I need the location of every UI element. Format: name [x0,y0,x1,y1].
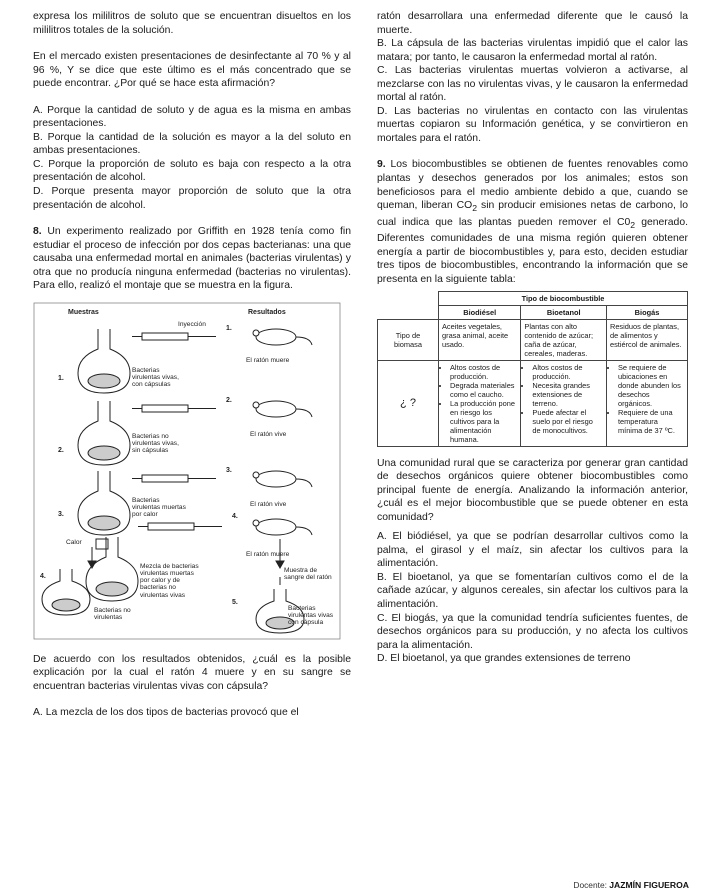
question-8-option-b: B. La cápsula de las bacterias virulentas impidió que el calor las matara; por tanto, le causaron la enfermedad mortal al ratón. [377,38,688,63]
question-7-option-c: C. Porque la proporción de soluto es baja con respecto a la otra presentación de alcohol. [33,158,351,184]
figure-calor: Calor [66,538,82,546]
question-9-number: 9. [377,159,386,171]
figure-num-4: 4. [40,572,46,580]
figure-s2: Bacterias no virulentas vivas, sin cápsulas [132,432,179,455]
table-cell: Residuos de plantas, de alimentos y estiércol de animales. [606,319,687,360]
figure-label-muestras: Muestras [68,308,99,316]
question-9-option-a: A. El biódiésel, ya que se podrían desarrollar cultivos como la palma, el girasol y el maíz, sin afectar los cultivos para la alimentación. [377,531,688,570]
question-8-ask: De acuerdo con los resultados obtenidos, ¿cuál es la posible explicación por la cual el ratón 4 muere y en su sangre se encuentran bacterias virulentas vivas con cápsula? [33,653,351,692]
question-7-option-a: A. Porque la cantidad de soluto y de agua es la misma en ambas presentaciones. [33,104,351,130]
figure-s5: Bacterias virulentas vivas con cápsula [288,604,334,627]
figure-r4: El ratón muere [246,550,290,558]
table-row-label: ¿ ? [378,360,439,446]
figure-s1: Bacterias virulentas vivas, con cápsulas [132,366,179,389]
table-title: Tipo de biocombustible [439,291,688,305]
figure-num-2-mouse: 2. [226,396,232,404]
right-column [377,10,688,666]
table-header-biogas: Biogás [606,305,687,319]
figure-s3: Bacterias virulentas muertas por calor [132,496,186,519]
question-8-option-a: A. La mezcla de los dos tipos de bacterias provocó que el [33,707,299,719]
table-row [378,360,688,446]
question-8-option-a-cont: ratón desarrollara una enfermedad diferente que le causó la muerte. [377,11,688,36]
table-row [378,319,688,360]
table-cell: Plantas con alto contenido de azúcar; caña de azúcar, cereales, maderas. [521,319,607,360]
figure-num-5: 5. [232,598,238,606]
figure-num-3-mouse: 3. [226,466,232,474]
question-7-option-b: B. Porque la cantidad de la solución es mayor a la del soluto en ambas presentaciones. [33,131,351,157]
figure-num-4-mouse: 4. [232,512,238,520]
figure-num-3: 3. [58,510,64,518]
table-cell: • Altos costos de producción. • Degrada materiales como el caucho. • La producción pone en riesgo los cultivos para la alimentación humana. [439,360,521,446]
figure-label-inyeccion: Inyección [178,320,206,328]
figure-s4f: Bacterias no virulentas [94,606,131,622]
question-8-number: 8. [33,226,42,238]
table-cell: • Altos costos de producción. • Necesita grandes extensiones de terreno. • Puede afectar el suelo por el riesgo de monocultivos. [521,360,607,446]
table-cell: • Se requiere de ubicaciones en donde abunden los desechos orgánicos. • Requiere de una temperatura mínima de 37 ºC. [606,360,687,446]
teacher-credit: Docente: JAZMÍN FIGUEROA [573,880,689,890]
question-9-option-d: D. El bioetanol, ya que grandes extensiones de terreno [377,653,631,665]
question-9-text: 9. Los biocombustibles se obtienen de fuentes renovables como plantas y desechos generados por los animales; estos son beneficiosos para el medio ambiente debido a que, cuando se queman, liberan $CO_2$ sin producir emisiones netas de carbono, lo cual indica que las plantas pueden remover el $C0_2$ generado. Diferentes comunidades de una misma región quieren obtener energía a partir de biocombustibles y, para esto, deciden estudiar tres tipos de biocombustibles, encontrando la información que se presenta en la siguiente tabla: [377,159,688,285]
intro-paragraph: expresa los mililitros de soluto que se encuentran disueltos en los mililitros totales de la solución. [33,11,351,36]
figure-r3: El ratón vive [250,500,287,508]
figure-label-resultados: Resultados [248,308,286,316]
question-9-option-c: C. El biogás, ya que la comunidad tendría suficientes fuentes, de desechos orgánicos para su producción, y no afecta los cultivos para la alimentación. [377,612,688,651]
question-9-prompt: Una comunidad rural que se caracteriza por generar gran cantidad de desechos orgánicos quiere obtener biocombustibles como principal fuente de energía. Analizando la información anterior, ¿cuál es el mejor biocombustible que se puede obtener en esta comunidad? [377,457,688,523]
question-7-option-d: D. Porque presenta mayor proporción de soluto que la otra presentación de alcohol. [33,186,351,211]
table-cell: Aceites vegetales, grasa animal, aceite usado. [439,319,521,360]
biofuel-table [377,291,688,447]
question-8-text [33,225,351,293]
question-8-option-c: C. Las bacterias virulentas muertas volvieron a activarse, al mezclarse con las no virulentas vivas, y le causaron la enfermedad mortal al ratón. [377,65,688,104]
figure-num-1: 1. [58,374,64,382]
figure-r1: El ratón muere [246,356,290,364]
figure-num-1-mouse: 1. [226,324,232,332]
figure-num-2: 2. [58,446,64,454]
figure-r2: El ratón vive [250,430,287,438]
question-8-option-d: D. Las bacterias no virulentas en contacto con las virulentas muertas copiaron su Información genética, y se convirtieron en mortales para el ratón. [377,105,688,144]
figure-blood: Muestra de sangre del ratón [284,566,332,582]
griffith-figure [28,301,348,643]
question-9-option-b: B. El bioetanol, ya que se fomentarían cultivos como el de la cañade azúcar, y algunos cereales, sin afectar los cultivos para la alimentación. [377,571,688,611]
question-8-body: Un experimento realizado por Griffith en 1928 tenía como fin estudiar el proceso de infección por dos cepas bacterianas: una que causaba una enfermedad mortal en animales (bacterias virulentas) y otra que no producía ninguna enfermedad (bacterias no virulentas). Para ello, realizó el montaje que se muestra en la figura. [33,226,352,292]
question-7-text: En el mercado existen presentaciones de desinfectante al 70 % y al 96 %, Y se dice que este último es el más concentrado que se puede encontrar. ¿Por qué se hace esta afirmación? [33,51,351,90]
figure-s4: Mezcla de bacterias virulentas muertas por calor y de bacterias no virulentas vivas [140,562,199,599]
table-row-label: Tipo de biomasa [378,319,439,360]
table-header-biodiesel: Biodiésel [439,305,521,319]
left-column [33,10,351,720]
table-header-bioetanol: Bioetanol [521,305,607,319]
